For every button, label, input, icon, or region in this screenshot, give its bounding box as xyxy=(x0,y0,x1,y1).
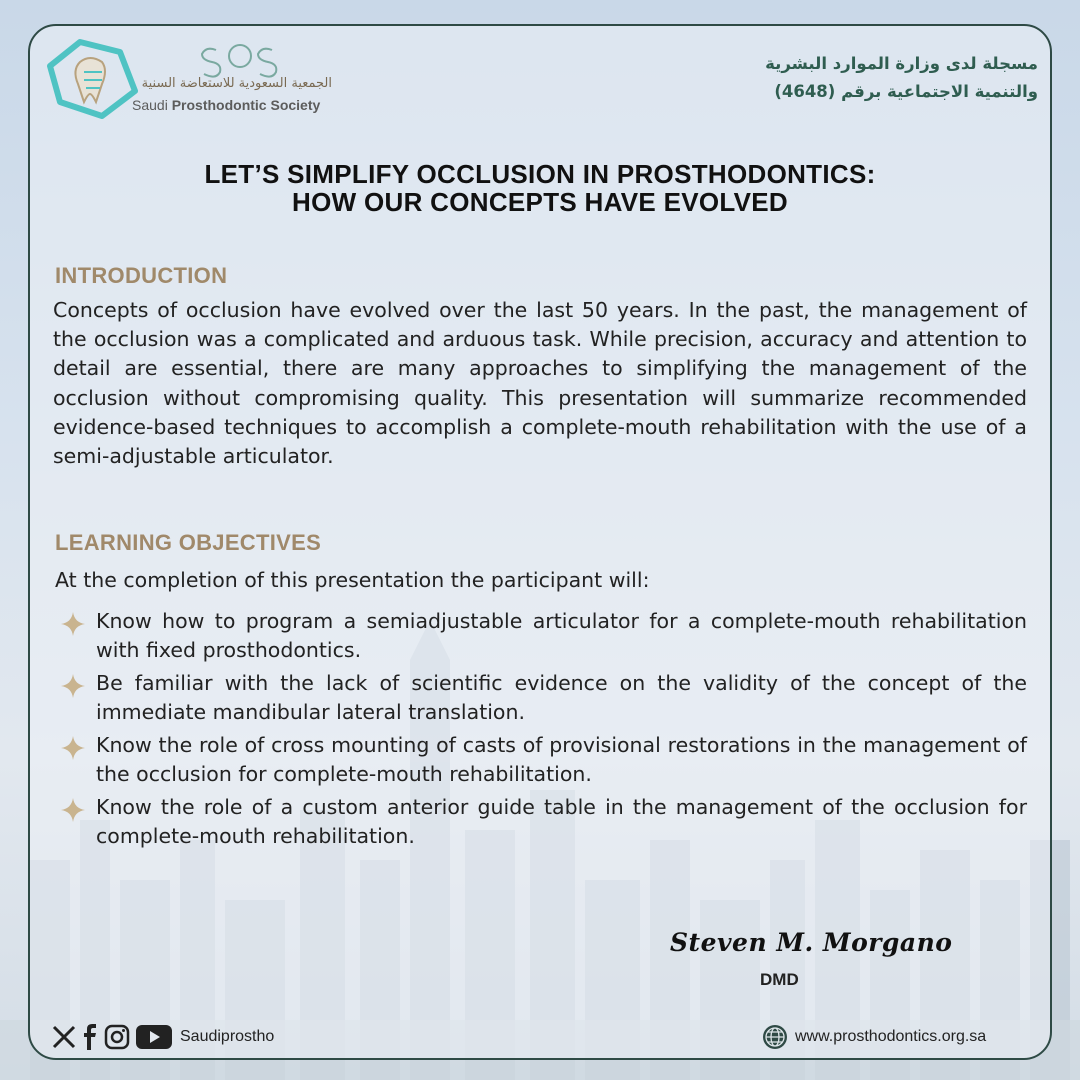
objective-text: Know the role of cross mounting of casts of provisional restorations in the management of the occlusion for complete-mouth rehabilitation. xyxy=(96,733,1027,786)
youtube-icon[interactable] xyxy=(136,1024,172,1050)
registration-line-1: مسجلة لدى وزارة الموارد البشرية xyxy=(765,54,1038,73)
registration-notice xyxy=(618,50,1038,106)
title-line-2: HOW OUR CONCEPTS HAVE EVOLVED xyxy=(292,187,788,217)
speaker-signature: Steven M. Morgano xyxy=(670,928,953,957)
objective-text: Be familiar with the lack of scientific evidence on the validity of the concept of the immediate mandibular lateral translation. xyxy=(96,671,1027,724)
website-link[interactable]: www.prosthodontics.org.sa xyxy=(795,1028,987,1045)
sparkle-bullet-icon xyxy=(60,673,86,699)
sparkle-bullet-icon xyxy=(60,797,86,823)
objectives-heading: LEARNING OBJECTIVES xyxy=(55,530,322,555)
facebook-icon[interactable] xyxy=(82,1024,98,1050)
sparkle-bullet-icon xyxy=(60,735,86,761)
logo-arabic-name: الجمعية السعودية للاستعاضة السنية xyxy=(141,76,332,91)
instagram-icon[interactable] xyxy=(104,1024,130,1050)
introduction-heading: INTRODUCTION xyxy=(55,263,228,288)
tooth-logo-icon xyxy=(50,42,135,116)
introduction-text: Concepts of occlusion have evolved over the last 50 years. In the past, the management of the occlusion was a complicated and arduous task. While precision, accuracy and attention to detail are essential, there are many approaches to simplifying the management of the occlusion without compromising quality. This presentation will summarize recommended evidence-based techniques to accomplish a complete-mouth rehabilitation with the use of a semi-adjustable articulator. xyxy=(53,298,1027,469)
logo-english-name: Saudi Prosthodontic Society xyxy=(132,97,321,113)
sps-monogram-icon xyxy=(202,45,276,77)
globe-icon xyxy=(762,1024,788,1050)
objectives-lead: At the completion of this presentation the participant will: xyxy=(55,568,650,592)
page-title xyxy=(60,160,1020,216)
title-line-1: LET’S SIMPLIFY OCCLUSION IN PROSTHODONTICS: xyxy=(204,159,876,189)
sparkle-bullet-icon xyxy=(60,611,86,637)
x-icon[interactable] xyxy=(52,1024,76,1050)
objective-text: Know the role of a custom anterior guide table in the management of the occlusion for complete-mouth rehabilitation. xyxy=(96,795,1027,848)
registration-line-2: والتنمية الاجتماعية برقم (4648) xyxy=(774,82,1038,101)
social-handle[interactable]: Saudiprostho xyxy=(180,1028,275,1045)
objective-text: Know how to program a semiadjustable articulator for a complete-mouth rehabilitation with fixed prosthodontics. xyxy=(96,609,1027,662)
speaker-degree: DMD xyxy=(760,970,799,989)
